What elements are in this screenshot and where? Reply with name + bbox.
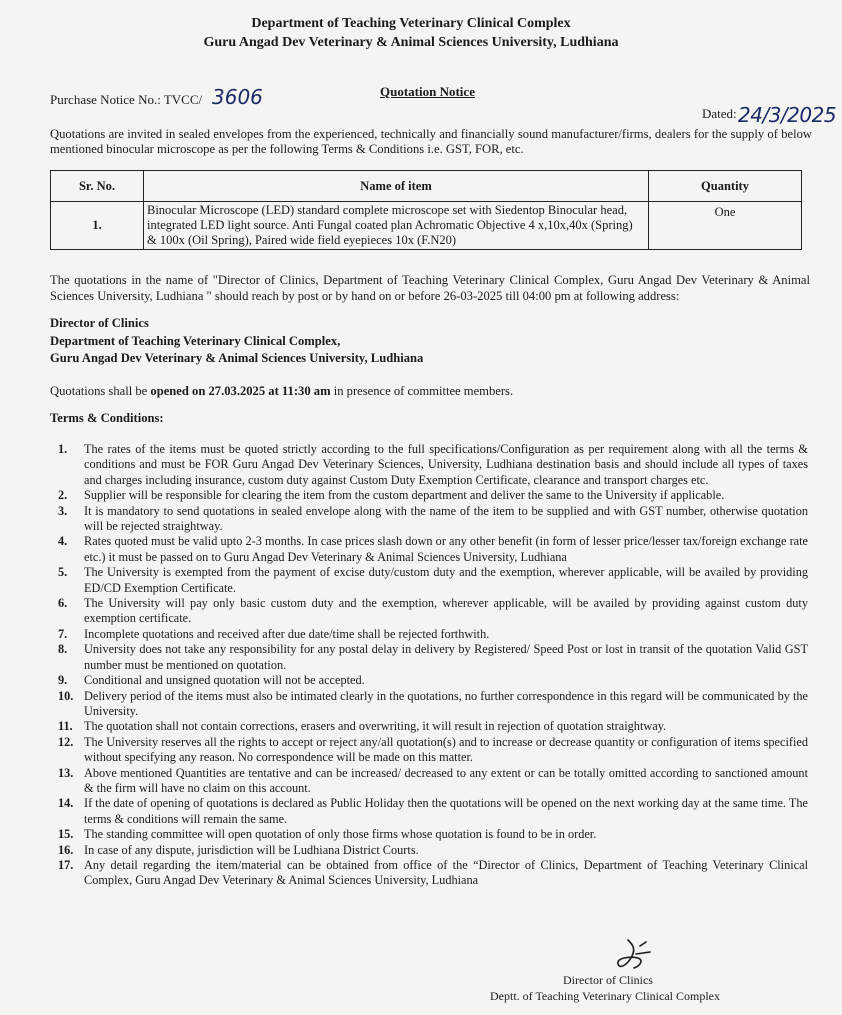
- term-number: 13.: [58, 765, 74, 780]
- row-quantity: One: [649, 202, 802, 250]
- term-text: The University is exempted from the payment of excise duty/custom duty and the exemption, wherever applicable, will be availed by providing ED/CD Exemption Certificate.: [84, 565, 808, 595]
- term-text: Above mentioned Quantities are tentative and can be increased/ decreased to any extent or can be totally omitted according to sanctioned amount & the firm will have no claim on this account.: [84, 765, 808, 795]
- list-item: [58, 442, 808, 488]
- list-item: [58, 504, 808, 535]
- list-item: [58, 735, 808, 766]
- header-department: Department of Teaching Veterinary Clinical Complex: [251, 16, 571, 31]
- term-text: In case of any dispute, jurisdiction will be Ludhiana District Courts.: [84, 842, 419, 857]
- term-number: 8.: [58, 642, 68, 657]
- list-item: [58, 719, 808, 734]
- purchase-notice-number: 3606: [212, 85, 263, 109]
- term-number: 17.: [58, 857, 74, 872]
- list-item: [58, 596, 808, 627]
- dated-label: Dated:: [702, 106, 737, 121]
- term-text: The quotation shall not contain corrections, erasers and overwriting, it will result in rejection of quotation straightway.: [84, 719, 667, 734]
- list-item: [58, 689, 808, 720]
- term-text: Conditional and unsigned quotation will not be accepted.: [84, 673, 365, 688]
- terms-list: [58, 442, 808, 889]
- address-block: [50, 315, 423, 368]
- list-item: [58, 642, 808, 673]
- term-number: 11.: [58, 719, 73, 734]
- term-number: 10.: [58, 688, 74, 703]
- term-number: 7.: [58, 626, 68, 641]
- list-item: [58, 858, 808, 889]
- term-number: 16.: [58, 842, 74, 857]
- term-text: University does not take any responsibility for any postal delay in delivery by Registered/ Speed Post or lost in transit of the quotation Valid GST number must be mentioned on quotation.: [84, 642, 808, 672]
- term-number: 6.: [58, 596, 68, 611]
- term-number: 4.: [58, 534, 68, 549]
- term-number: 2.: [58, 488, 68, 503]
- list-item: [58, 673, 808, 688]
- term-text: Incomplete quotations and received after due date/time shall be rejected forthwith.: [84, 626, 490, 641]
- list-item: [58, 843, 808, 858]
- purchase-notice-label: Purchase Notice No.: TVCC/: [50, 92, 203, 107]
- term-number: 14.: [58, 796, 74, 811]
- term-number: 12.: [58, 734, 74, 749]
- intro-paragraph: Quotations are invited in sealed envelopes from the experienced, technically and financially sound manufacturer/firms, dealers for the supply of below mentioned binocular microscope as per the following Terms & Conditions i.e. GST, FOR, etc.: [50, 127, 812, 156]
- term-number: 9.: [58, 673, 68, 688]
- table-row: [51, 202, 802, 250]
- list-item: [58, 766, 808, 797]
- table-header-row: [51, 171, 802, 202]
- term-text: The University reserves all the rights to accept or reject any/all quotation(s) and to increase or decrease quantity or configuration of items specified without specifying any reason. No correspondence will be made on this matter.: [84, 734, 808, 765]
- term-text: Delivery period of the items must also be intimated clearly in the quotations, no further correspondence in this regard will be communicated by the University.: [84, 688, 808, 718]
- header-quantity: Quantity: [649, 171, 802, 202]
- term-text: The University will pay only basic custom duty and the exemption, wherever applicable, will be availed by providing against custom duty exemption certificate.: [84, 596, 808, 626]
- address-line-1: Director of Clinics: [50, 316, 149, 330]
- signatory-title: Director of Clinics: [563, 973, 653, 987]
- address-line-2: Department of Teaching Veterinary Clinical Complex,: [50, 333, 341, 348]
- term-text: If the date of opening of quotations is declared as Public Holiday then the quotations will be opened on the next working day at the same time. The terms & conditions will remain the same.: [84, 796, 808, 826]
- term-text: Supplier will be responsible for clearing the item from the custom department and deliver the same to the University if applicable.: [84, 488, 725, 503]
- notice-title: Quotation Notice: [380, 84, 475, 99]
- opening-statement: [50, 384, 513, 399]
- terms-heading: Terms & Conditions:: [50, 411, 164, 425]
- dated-value: 24/3/2025: [738, 103, 837, 127]
- term-number: 15.: [58, 827, 74, 842]
- term-number: 5.: [58, 565, 68, 580]
- signatory-department: Deptt. of Teaching Veterinary Clinical Complex: [490, 989, 720, 1003]
- list-item: [58, 827, 808, 842]
- submission-paragraph: The quotations in the name of "Director of Clinics, Department of Teaching Veterinary Clinical Complex, Guru Angad Dev Veterinary & Animal Sciences University, Ludhiana " should reach by post or by hand on or before 26-03-2025 till 04:00 pm at following address:: [50, 273, 810, 303]
- header-item-name: Name of item: [144, 171, 649, 202]
- opening-post: in presence of committee members.: [330, 384, 514, 398]
- term-text: It is mandatory to send quotations in sealed envelope along with the name of the item to be supplied and with GST number, otherwise quotation will be rejected straightway.: [84, 503, 808, 534]
- header-sr-no: Sr. No.: [51, 171, 144, 202]
- list-item: [58, 796, 808, 827]
- term-text: Any detail regarding the item/material can be obtained from office of the “Director of Clinics, Department of Teaching Veterinary Clinical Complex, Guru Angad Dev Veterinary & Animal Sciences University, Ludhiana: [84, 857, 808, 888]
- list-item: [58, 534, 808, 565]
- row-sr-no: 1.: [51, 202, 144, 250]
- list-item: [58, 627, 808, 642]
- term-number: 3.: [58, 503, 68, 518]
- list-item: [58, 565, 808, 596]
- term-text: The standing committee will open quotation of only those firms whose quotation is found to be in order.: [84, 827, 597, 842]
- header-university: Guru Angad Dev Veterinary & Animal Sciences University, Ludhiana: [203, 35, 619, 50]
- items-table: [50, 170, 802, 250]
- term-number: 1.: [58, 442, 68, 456]
- opening-date-time: opened on 27.03.2025 at 11:30 am: [150, 384, 331, 398]
- term-text: Rates quoted must be valid upto 2-3 months. In case prices slash down or any other benefit (in form of lesser price/lesser tax/foreign exchange rate etc.) it must be passed on to Guru Angad Dev Veterinary & Animal Sciences University, Ludhiana: [84, 534, 808, 564]
- address-line-3: Guru Angad Dev Veterinary & Animal Sciences University, Ludhiana: [50, 351, 424, 365]
- term-text: The rates of the items must be quoted strictly according to the full specifications/Configuration as per requirement along with all the terms & conditions and must be FOR Guru Angad Dev Veterinary Sciences, University, Ludhiana destination basis and should include all types of taxes and charges including insurance, custom duty against Custom Duty Exemption Certificate, clearance and transport charges etc.: [84, 442, 808, 487]
- list-item: [58, 488, 808, 503]
- handwritten-signature: [610, 934, 660, 976]
- row-item-name: Binocular Microscope (LED) standard complete microscope set with Siedentop Binocular head, integrated LED light source. Anti Fungal coated plan Achromatic Objective 4 x,10x,40x (Spring) & 100x (Oil Spring), Paired wide field eyepieces 10x (F.N20): [144, 202, 649, 250]
- opening-pre: Quotations shall be: [50, 384, 151, 398]
